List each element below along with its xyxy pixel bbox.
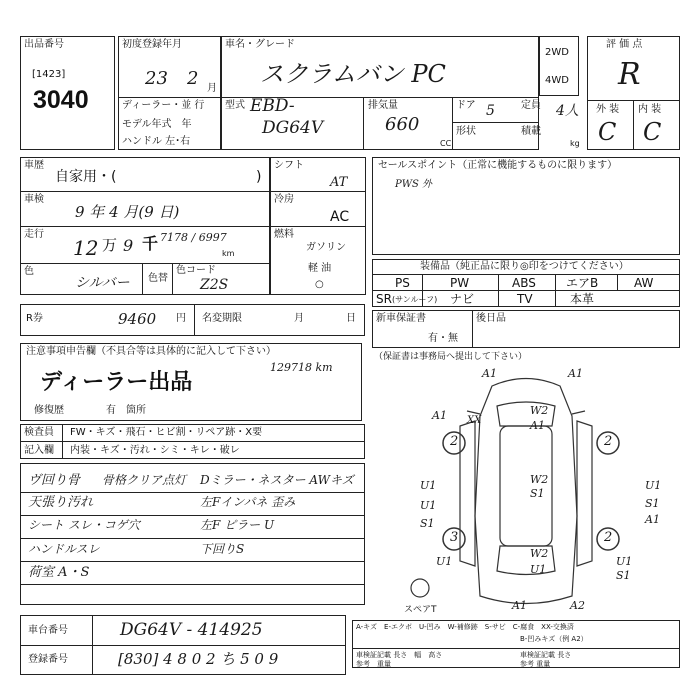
capacity: 4人: [556, 103, 579, 119]
exterior-label: 外 装: [596, 104, 620, 115]
remark-left-0: ヴ回り骨: [28, 473, 81, 488]
color-label: 色: [24, 266, 34, 277]
chassis-label: 車台番号: [28, 625, 68, 636]
displacement: 660: [385, 114, 420, 135]
inspector-label: 検査員: [24, 427, 54, 438]
mark-8: W2: [530, 473, 549, 486]
shift-value: AT: [330, 175, 348, 190]
handle-label: ハンドル 左･右: [122, 136, 191, 147]
color-change-label: 色替: [148, 273, 168, 284]
reg-number-label: 登録番号: [28, 654, 68, 665]
model-year-label: モデル年式 年: [122, 119, 192, 130]
equip-leather: 本革: [570, 292, 595, 306]
inspection-label: 車検: [24, 194, 44, 205]
cc-label: CC: [440, 139, 452, 148]
mark-16: 3: [450, 530, 459, 545]
notes-mileage: 129718 km: [270, 361, 333, 374]
selling-points-note: PWS 外: [395, 179, 433, 190]
spare-label: スペアT: [404, 605, 437, 615]
history-value: 自家用・(: [55, 169, 117, 185]
dealer-stamp: ディーラー出品: [40, 370, 193, 395]
equip-ps: PS: [395, 276, 410, 290]
drive-box: [539, 36, 579, 96]
shift-label: シフト: [274, 160, 304, 171]
shape-label: 形状: [456, 126, 476, 137]
mark-14: A1: [645, 513, 660, 526]
fuel-oil: 軽 油: [308, 263, 332, 274]
door: 5: [486, 103, 495, 119]
displacement-label: 排気量: [368, 100, 398, 111]
legend-1: A-キズ E-エクボ U-凹み W-補修跡 S-サビ C-腐食 XX-交換済: [356, 623, 574, 631]
reg-number-value: [830] 4 8 0 2 ち 5 0 9: [118, 650, 279, 668]
mark-11: U1: [420, 499, 437, 512]
mark-24: A2: [570, 599, 585, 612]
sen-unit: 千: [142, 234, 159, 253]
mark-4: W2: [530, 404, 549, 417]
legend-3: 車検証記載 長さ 幅 高さ: [356, 651, 443, 659]
recycle-box: [20, 304, 365, 336]
mileage-man: 12: [73, 236, 99, 260]
score-label: 評 価 点: [606, 39, 643, 50]
mark-15: S1: [420, 517, 435, 530]
capacity-label: 定員: [521, 100, 541, 111]
history-label: 車歴: [24, 160, 44, 171]
mark-1: A1: [568, 367, 583, 380]
remark-extra: 骨格クリア点灯: [102, 473, 187, 487]
record-label: 記入欄: [24, 445, 54, 456]
drive-4wd: 4WD: [545, 75, 569, 86]
equip-aw: AW: [634, 276, 654, 290]
mileage-note: 7178 / 6997: [160, 231, 227, 244]
reg-year-label: 初度登録年月: [122, 39, 182, 50]
mark-5: A1: [530, 419, 545, 432]
type-value: EBD-: [250, 96, 295, 116]
reg-year: 23: [145, 68, 168, 89]
legend-4: 参考 重量: [356, 660, 391, 668]
lot-sub: [1423]: [32, 69, 66, 80]
new-warranty-yes-no: 有・無: [428, 333, 458, 344]
remark-left-4: 荷室 A・S: [28, 565, 90, 580]
equip-sr: SR: [376, 292, 392, 306]
ac-value: AC: [330, 209, 350, 225]
remark-left-3: ハンドルスレ: [28, 542, 100, 556]
repair-label: 修復歴: [34, 405, 64, 416]
diagram-label: （保証書は事務局へ提出して下さい）: [374, 352, 528, 362]
car-name: スクラムバン PC: [260, 60, 446, 88]
mark-17: 2: [604, 530, 613, 545]
mark-7: 2: [604, 434, 613, 449]
km-label: km: [222, 249, 235, 258]
mark-13: S1: [645, 497, 660, 510]
interior-label: 内 装: [638, 104, 662, 115]
remark-left-1: 天張り汚れ: [28, 495, 94, 510]
legend-5: 車検証記載 長さ: [520, 651, 572, 659]
month-unit: 月: [207, 83, 217, 94]
spare-tire-icon: [411, 579, 429, 597]
mark-23: A1: [512, 599, 527, 612]
new-warranty-label: 新車保証書: [376, 313, 426, 324]
equip-pw: PW: [450, 276, 470, 290]
equip-navi: ナビ: [450, 292, 475, 306]
type-value2: DG64V: [262, 118, 324, 138]
remark-right-1: 左Fインパネ 歪み: [200, 495, 296, 509]
load-label: 積載: [521, 126, 541, 137]
mark-10: U1: [420, 479, 437, 492]
legend-2: B-凹みキズ（例 A2）: [520, 635, 588, 643]
mark-19: U1: [530, 563, 547, 576]
repair-location: 箇所: [126, 405, 146, 416]
legend-6: 参考 重量: [520, 660, 551, 668]
mark-0: A1: [482, 367, 497, 380]
ac-label: 冷房: [274, 194, 294, 205]
notes-label: 注意事項申告欄（不具合等は具体的に記入して下さい）: [26, 346, 276, 357]
equipment-label: 装備品（純正品に限り◎印をつけてください）: [420, 261, 629, 272]
rear-seat-label: 後日品: [476, 313, 506, 324]
reg-month: 2: [187, 68, 199, 89]
color-value: シルバー: [75, 275, 130, 291]
mark-21: U1: [616, 555, 633, 568]
fuel-label: 燃料: [274, 229, 294, 240]
inspection-value: 9 年 4 月(9 日): [75, 203, 180, 221]
remark-left-2: シート スレ・コゲ穴: [28, 518, 140, 532]
dealer-label: ディーラー・並 行: [122, 100, 205, 111]
remark-right-2: 左F ピラー U: [200, 518, 275, 532]
fuel-gas: ガソリン: [306, 242, 346, 253]
color-code: Z2S: [200, 277, 229, 293]
mileage-label: 走行: [24, 229, 44, 240]
remark-right-3: 下回りS: [200, 542, 245, 556]
fuel-other: ○: [315, 279, 324, 290]
mark-12: U1: [645, 479, 662, 492]
warranty-label: 名変期限: [202, 313, 242, 324]
exterior-score: C: [598, 118, 617, 146]
equip-sr-sub: (サンルーフ): [392, 295, 438, 304]
score: R: [618, 57, 641, 92]
mark-18: W2: [530, 547, 549, 560]
color-code-label: 色コード: [176, 265, 216, 276]
mark-6: 2: [450, 434, 459, 449]
selling-points-label: セールスポイント（正常に機能するものに限ります）: [378, 160, 618, 171]
lot-number: 3040: [33, 86, 89, 114]
mark-3: XX: [467, 415, 482, 426]
drive-2wd: 2WD: [545, 47, 569, 58]
repair-value: 有: [106, 405, 116, 416]
type-label: 型式: [225, 100, 245, 111]
inspector-codes: FW・キズ・飛石・ヒビ割・リペア跡・X要: [70, 427, 263, 438]
warranty-day: 日: [346, 313, 356, 324]
chassis-value: DG64V - 414925: [120, 620, 263, 640]
car-diagram: [372, 366, 680, 616]
equip-airbag: エアB: [566, 276, 599, 290]
mark-22: S1: [616, 569, 631, 582]
mark-20: U1: [436, 555, 453, 568]
recycle-amount: 9460: [118, 310, 157, 328]
remark-right-0: Dミラー・ネスター AWキズ: [200, 473, 354, 487]
warranty-month: 月: [294, 313, 304, 324]
mark-9: S1: [530, 487, 545, 500]
interior-score: C: [643, 118, 662, 146]
reg-box: [118, 36, 221, 150]
recycle-label: R券: [26, 313, 43, 324]
equip-tv: TV: [517, 292, 533, 306]
record-codes: 内装・キズ・汚れ・シミ・キレ・破レ: [70, 445, 240, 456]
mark-2: A1: [432, 409, 447, 422]
door-label: ドア: [456, 100, 476, 111]
mileage-sen: 9: [123, 236, 134, 255]
name-grade-label: 車名・グレード: [225, 39, 295, 50]
history-close: ): [256, 169, 262, 185]
equip-abs: ABS: [512, 276, 536, 290]
selling-points-box: [372, 157, 680, 255]
kg-label: kg: [570, 139, 580, 148]
recycle-yen: 円: [176, 313, 186, 324]
man-unit: 万: [102, 236, 118, 254]
lot-label: 出品番号: [24, 39, 64, 50]
